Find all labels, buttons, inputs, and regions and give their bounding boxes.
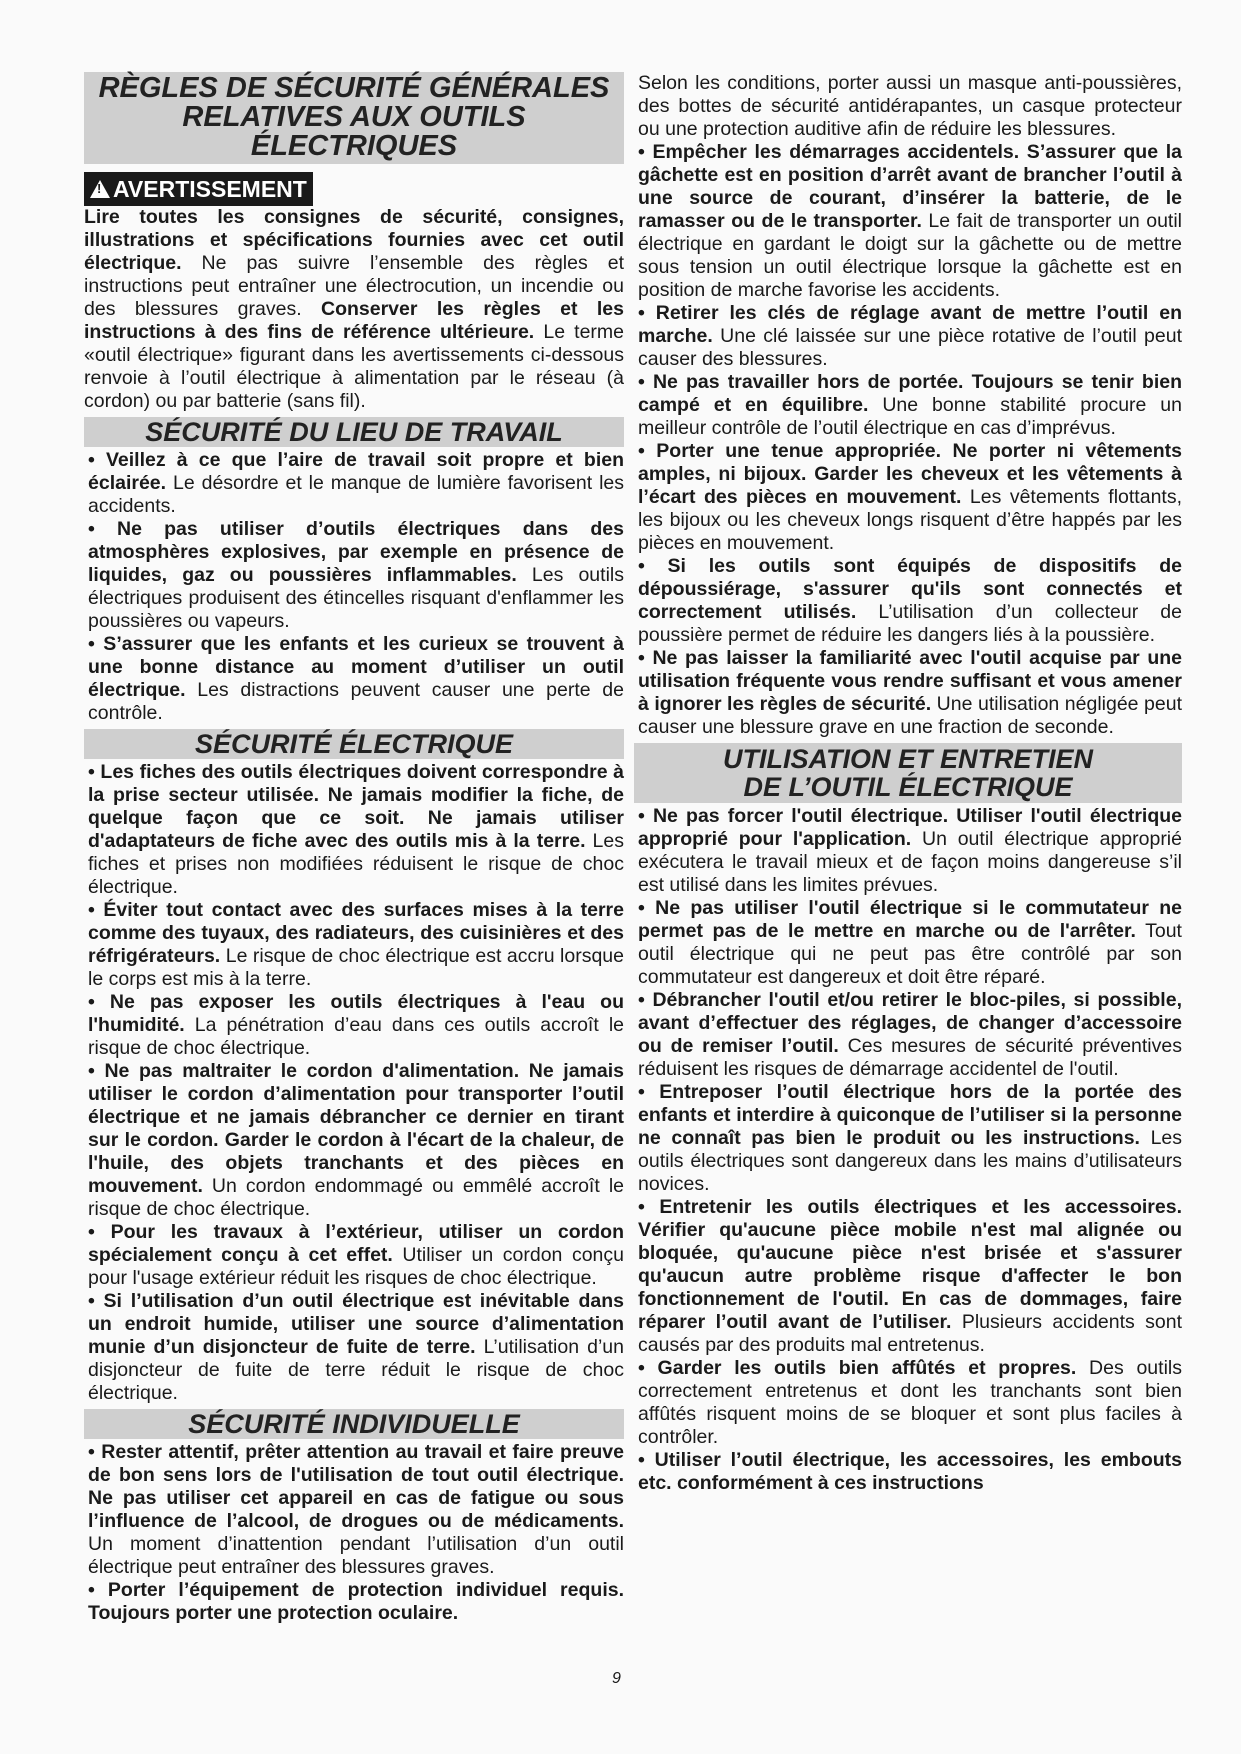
warning-triangle-icon: ! — [90, 180, 110, 198]
list-item — [84, 449, 624, 518]
main-heading-line2: RELATIVES AUX OUTILS ÉLECTRIQUES — [182, 101, 526, 162]
item-text: Une bonne stabilité procure un meilleur contrôle de l’outil électrique en cas d’imprévus. — [638, 394, 1182, 439]
item-text: Le fait de transporter un outil électrique en gardant le doigt sur la gâchette ou de mettre sous tension un outil électrique lorsque la gâchette est en position de marche favorise les accidents. — [638, 210, 1182, 301]
item-text: Un outil électrique approprié exécutera le travail mieux et de façon moins dangereuse s’il est utilisé dans les limites prévues. — [638, 828, 1182, 896]
warning-badge — [84, 172, 313, 206]
list-item — [634, 72, 1182, 141]
warning-bold-1: Lire toutes les consignes de sécurité, consignes, illustrations et spécifications fournies avec cet outil électrique. — [84, 206, 624, 274]
item-lead: • Garder les outils bien affûtés et propres. — [638, 1357, 1077, 1379]
item-text: Les vêtements flottants, les bijoux ou les cheveux longs risquent d’être happés par les pièces en mouvement. — [638, 486, 1182, 554]
section-electrical-title: SÉCURITÉ ÉLECTRIQUE — [84, 729, 624, 759]
list-item — [84, 991, 624, 1060]
item-lead: • Si l’utilisation d’un outil électrique est inévitable dans un endroit humide, utiliser une source d’alimentation munie d’un disjoncteur de fuite de terre. — [88, 1290, 624, 1358]
list-item — [84, 899, 624, 991]
page-number: 9 — [612, 1670, 621, 1687]
item-lead: • Rester attentif, prêter attention au travail et faire preuve de bon sens lors de l'utilisation de tout outil électrique. Ne pas utiliser cet appareil en cas de fatigue ou sous l’influence de l’alcool, de drogues ou de médicaments. — [88, 1441, 624, 1532]
list-item — [634, 302, 1182, 371]
section-maintenance-title-line2: DE L’OUTIL ÉLECTRIQUE — [743, 772, 1073, 802]
list-item — [84, 1579, 624, 1625]
section-personal-list — [84, 1441, 624, 1625]
item-lead: • Les fiches des outils électriques doivent correspondre à la prise secteur utilisée. Ne jamais modifier la fiche, de quelque façon que ce soit. Ne jamais utiliser d'adaptateurs de fiche avec des outils mis à la terre. — [88, 761, 624, 852]
item-lead: • Éviter tout contact avec des surfaces mises à la terre comme des tuyaux, des radiateurs, des cuisinières et des réfrigérateurs. — [88, 899, 624, 967]
item-lead: • Ne pas laisser la familiarité avec l'outil acquise par une utilisation fréquente vous rendre suffisant et vous amener à ignorer les règles de sécurité. — [638, 647, 1182, 715]
list-item — [634, 141, 1182, 302]
section-workplace-title: SÉCURITÉ DU LIEU DE TRAVAIL — [84, 417, 624, 447]
item-text: Les outils électriques sont dangereux dans les mains d’utilisateurs novices. — [638, 1127, 1183, 1195]
item-lead: • Porter une tenue appropriée. Ne porter ni vêtements amples, ni bijoux. Garder les cheveux et les vêtements à l’écart des pièces en mouvement. — [638, 440, 1182, 508]
warning-block — [84, 172, 624, 413]
section-maintenance-title-line1: UTILISATION ET ENTRETIEN — [723, 744, 1093, 774]
section-personal-cont-list — [634, 72, 1182, 739]
item-lead: • Empêcher les démarrages accidentels. S’assurer que la gâchette est en position d’arrêt avant de brancher l’outil à une source de courant, d’insérer la batterie, de le ramasser ou de le transporter. — [638, 141, 1182, 232]
item-text: Une clé laissée sur une pièce rotative de l’outil peut causer des blessures. — [638, 325, 1182, 370]
list-item — [634, 1357, 1182, 1449]
right-column — [634, 72, 1182, 1495]
item-lead: • Si les outils sont équipés de dispositifs de dépoussiérage, s'assurer qu'ils sont connectés et correctement utilisés. — [638, 555, 1182, 623]
list-item — [84, 1060, 624, 1221]
list-item — [634, 440, 1182, 555]
item-text: Une utilisation négligée peut causer une blessure grave en une fraction de seconde. — [638, 693, 1182, 738]
list-item — [84, 761, 624, 899]
list-item — [84, 1221, 624, 1290]
section-electrical-list — [84, 761, 624, 1405]
item-lead: • Pour les travaux à l’extérieur, utiliser un cordon spécialement conçu à cet effet. — [88, 1221, 624, 1266]
list-item — [84, 1290, 624, 1405]
list-item — [634, 1449, 1182, 1495]
item-lead: • S’assurer que les enfants et les curieux se trouvent à une bonne distance au moment d’utiliser un outil électrique. — [88, 633, 624, 701]
item-lead: • Veillez à ce que l’aire de travail soit propre et bien éclairée. — [88, 449, 624, 494]
list-item — [84, 633, 624, 725]
item-lead: • Ne pas utiliser d’outils électriques dans des atmosphères explosives, par exemple en présence de liquides, gaz ou poussières inflammables. — [88, 518, 624, 586]
item-text: Un moment d’inattention pendant l’utilisation d’un outil électrique peut entraîner des blessures graves. — [88, 1533, 624, 1578]
main-heading — [84, 72, 624, 164]
item-text: Selon les conditions, porter aussi un masque anti-poussières, des bottes de sécurité antidérapantes, un casque protecteur ou une protection auditive afin de réduire les blessures. — [638, 72, 1182, 140]
left-column — [84, 72, 624, 1625]
list-item — [634, 371, 1182, 440]
item-text: La pénétration d’eau dans ces outils accroît le risque de choc électrique. — [88, 1014, 624, 1059]
list-item — [84, 1441, 624, 1579]
item-text: Ces mesures de sécurité préventives réduisent les risques de démarrage accidentel de l'outil. — [638, 1035, 1182, 1080]
section-maintenance-list — [634, 805, 1182, 1495]
warning-badge-label: AVERTISSEMENT — [113, 176, 307, 202]
item-text: Les outils électriques produisent des étincelles risquant d'enflammer les poussières ou vapeurs. — [88, 564, 624, 632]
section-maintenance-title — [634, 743, 1182, 803]
item-lead: • Ne pas exposer les outils électriques à l'eau ou l'humidité. — [88, 991, 624, 1036]
item-lead: • Ne pas maltraiter le cordon d'alimentation. Ne jamais utiliser le cordon d’alimentation pour transporter l’outil électrique et ne jamais débrancher ce dernier en tirant sur le cordon. Garder le cordon à l'écart de la chaleur, de l'huile, des objets tranchants et des pièces en mouvement. — [88, 1060, 624, 1197]
item-lead: • Ne pas utiliser l'outil électrique si le commutateur ne permet pas de le mettre en marche ou de l'arrêter. — [638, 897, 1182, 942]
item-text: Des outils correctement entretenus et dont les tranchants sont bien affûtés risquent moins de se bloquer et sont plus faciles à contrôler. — [638, 1357, 1182, 1448]
item-lead: • Ne pas travailler hors de portée. Toujours se tenir bien campé et en équilibre. — [638, 371, 1182, 416]
item-lead: • Porter l’équipement de protection individuel requis. Toujours porter une protection oculaire. — [88, 1579, 624, 1624]
item-lead: • Utiliser l’outil électrique, les accessoires, les embouts etc. conformément à ces instructions — [638, 1449, 1182, 1494]
item-text: Plusieurs accidents sont causés par des produits mal entretenus. — [638, 1311, 1182, 1356]
item-lead: • Entretenir les outils électriques et les accessoires. Vérifier qu'aucune pièce mobile n'est mal alignée ou bloquée, qu'aucune pièce n'est brisée et s'assurer qu'aucun autre problème risque d'affecter le bon fonctionnement de l'outil. En cas de dommages, faire réparer l’outil avant de l’utiliser. — [638, 1196, 1182, 1333]
list-item — [634, 555, 1182, 647]
item-lead: • Entreposer l’outil électrique hors de la portée des enfants et interdire à quiconque de l’utiliser si la personne ne connaît pas bien le produit ou les instructions. — [638, 1081, 1182, 1149]
item-text: Les distractions peuvent causer une perte de contrôle. — [88, 679, 624, 724]
list-item — [634, 805, 1182, 897]
warning-text — [84, 206, 624, 413]
item-text: Un cordon endommagé ou emmêlé accroît le risque de choc électrique. — [88, 1175, 624, 1220]
section-personal-title: SÉCURITÉ INDIVIDUELLE — [84, 1409, 624, 1439]
warning-bold-2: Conserver les règles et les instructions à des fins de référence ultérieure. — [84, 298, 624, 343]
warning-plain-1: Ne pas suivre l’ensemble des règles et instructions peut entraîner une électrocution, un incendie ou des blessures graves. — [84, 252, 624, 320]
item-lead: • Débrancher l'outil et/ou retirer le bloc-piles, si possible, avant d’effectuer des réglages, de changer d’accessoire ou de remiser l’outil. — [638, 989, 1182, 1057]
list-item — [634, 647, 1182, 739]
item-lead: • Ne pas forcer l'outil électrique. Utiliser l'outil électrique approprié pour l'application. — [638, 805, 1182, 850]
item-text: Le risque de choc électrique est accru lorsque le corps est mis à la terre. — [88, 945, 624, 990]
item-lead: • Retirer les clés de réglage avant de mettre l’outil en marche. — [638, 302, 1182, 347]
list-item — [634, 989, 1182, 1081]
item-text: Utiliser un cordon conçu pour l'usage extérieur réduit les risques de choc électrique. — [88, 1244, 624, 1289]
item-text: Les fiches et prises non modifiées réduisent le risque de choc électrique. — [88, 830, 624, 898]
list-item — [634, 897, 1182, 989]
item-text: L’utilisation d’un disjoncteur de fuite de terre réduit le risque de choc électrique. — [88, 1336, 624, 1404]
section-workplace-list — [84, 449, 624, 725]
item-text: L’utilisation d’un collecteur de poussière permet de réduire les dangers liés à la poussière. — [638, 601, 1182, 646]
item-text: Tout outil électrique qui ne peut pas être contrôlé par son commutateur est dangereux et doit être réparé. — [638, 920, 1182, 988]
list-item — [84, 518, 624, 633]
main-heading-line1: RÈGLES DE SÉCURITÉ GÉNÉRALES — [98, 72, 610, 104]
warning-plain-2: Le terme «outil électrique» figurant dans les avertissements ci-dessous renvoie à l’outil électrique à alimentation par le réseau (à cordon) ou par batterie (sans fil). — [84, 321, 624, 412]
list-item — [634, 1081, 1182, 1196]
item-text: Le désordre et le manque de lumière favorisent les accidents. — [88, 472, 624, 517]
list-item — [634, 1196, 1182, 1357]
